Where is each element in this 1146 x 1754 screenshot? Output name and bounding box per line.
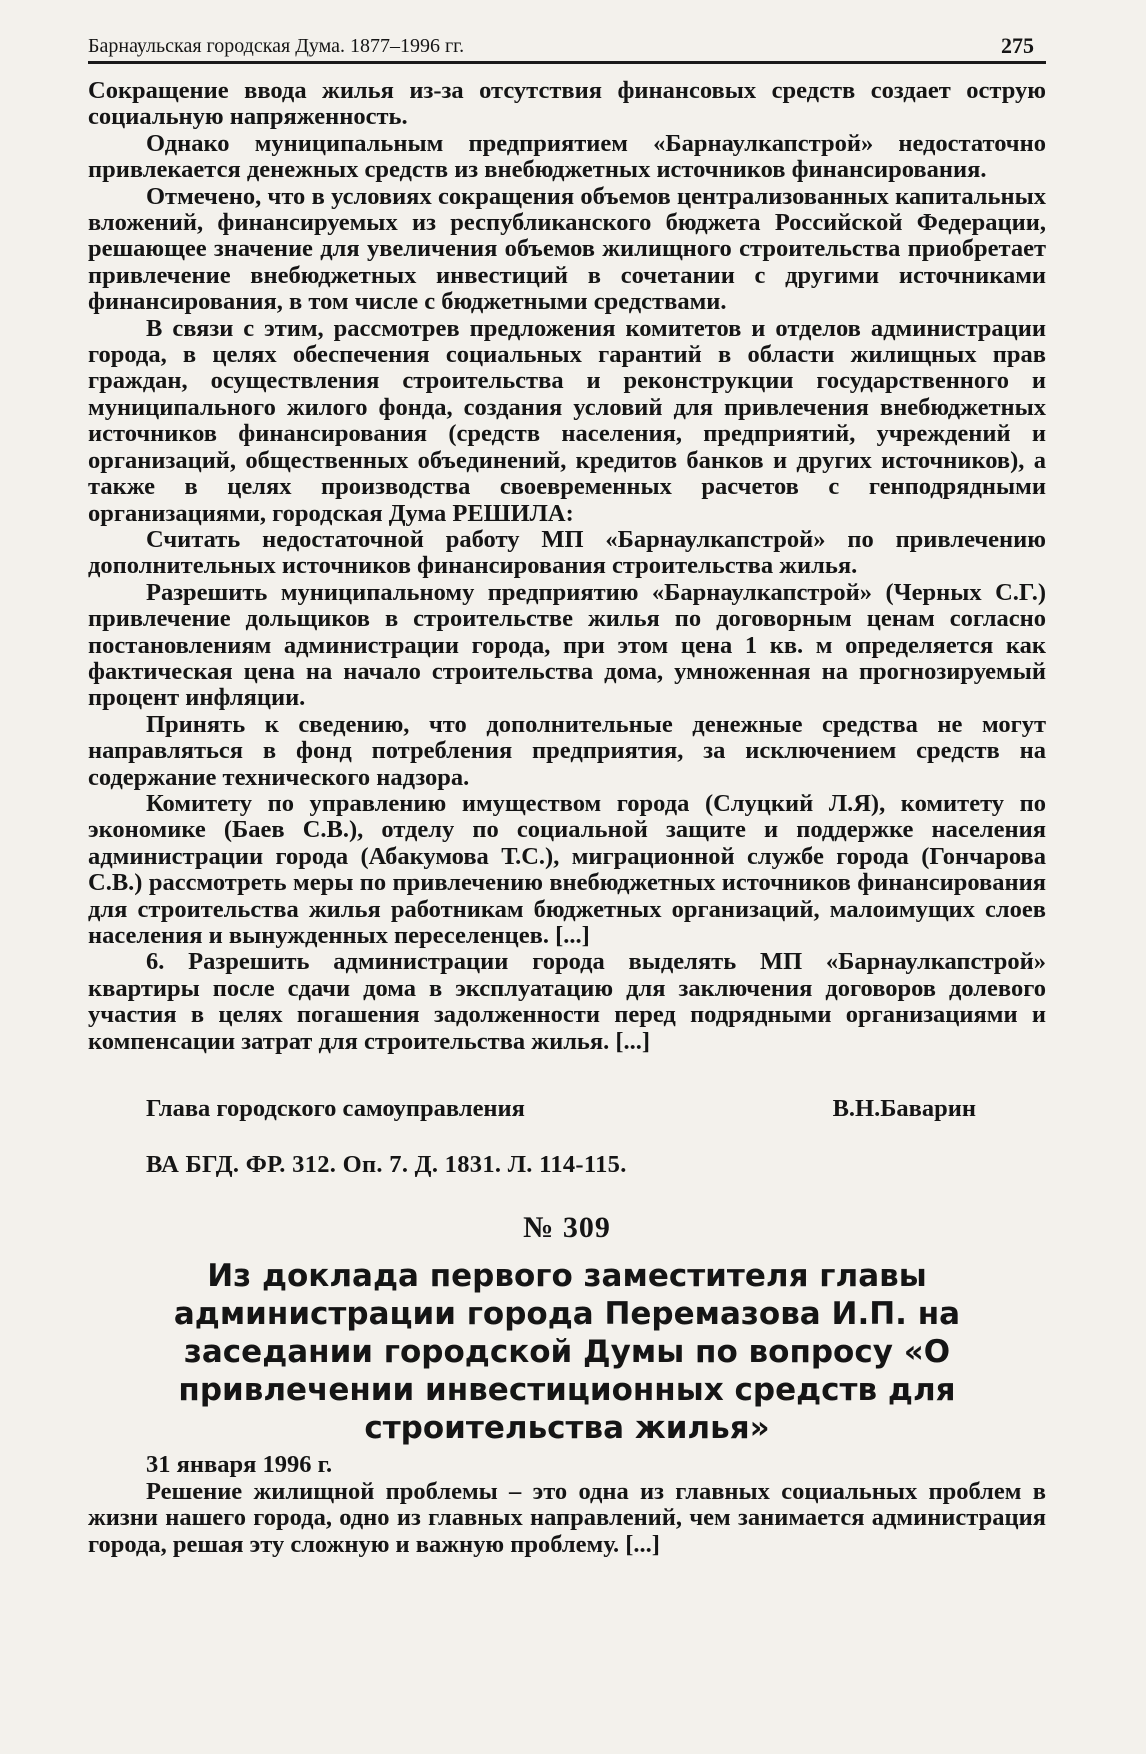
- signatory-name: В.Н.Баварин: [832, 1095, 976, 1123]
- signature-line: [88, 1095, 1046, 1123]
- paragraph: Отмечено, что в условиях сокращения объемов централизованных капитальных вложений, финансируемых из республиканского бюджета Российской Федерации, решающее значение для увеличения объемов жилищного строительства приобретает привлечение внебюджетных инвестиций в сочетании с другими источниками финансирования, в том числе с бюджетными средствами.: [88, 182, 1046, 316]
- paragraph: В связи с этим, рассмотрев предложения комитетов и отделов администрации города, в целях обеспечения социальных гарантий в области жилищных прав граждан, осуществления строительства и реконструкции государственного и муниципального жилого фонда, создания условий для привлечения внебюджетных источников финансирования (средств населения, предприятий, учреждений и организаций, общественных объединений, кредитов банков и других источников), а также в целях производства своевременных расчетов с генподрядными организациями, городская Дума РЕШИЛА:: [88, 314, 1046, 527]
- paragraph: Считать недостаточной работу МП «Барнаулкапстрой» по привлечению дополнительных источников финансирования строительства жилья.: [88, 525, 1046, 580]
- paragraph: 6. Разрешить администрации города выделять МП «Барнаулкапстрой» квартиры после сдачи дома в эксплуатацию для заключения договоров долевого участия в целях погашения задолженности перед подрядными организациями и компенсации затрат для строительства жилья. [...]: [88, 948, 1046, 1055]
- document-title: Из доклада первого заместителя главы администрации города Перемазова И.П. на заседании городской Думы по вопросу «О привлечении инвестиционных средств для строительства жилья»: [173, 1258, 961, 1447]
- running-header: [88, 34, 1046, 64]
- paragraph: Разрешить муниципальному предприятию «Барнаулкапстрой» (Черных С.Г.) привлечение дольщиков в строительстве жилья по договорным ценам согласно постановлениям администрации города, при этом цена 1 кв. м определяется как фактическая цена на начало строительства дома, умноженная на прогнозируемый процент инфляции.: [88, 578, 1046, 712]
- paragraph: Сокращение ввода жилья из-за отсутствия финансовых средств создает острую социальную напряженность.: [88, 77, 1046, 131]
- page-number: 275: [1001, 33, 1034, 58]
- archive-reference: ВА БГД. ФР. 312. Оп. 7. Д. 1831. Л. 114-115.: [146, 1151, 627, 1179]
- paragraph: Однако муниципальным предприятием «Барнаулкапстрой» недостаточно привлекается денежных средств из внебюджетных источников финансирования.: [88, 129, 1046, 184]
- running-title: Барнаульская городская Дума. 1877–1996 гг.: [88, 35, 465, 57]
- document-number: № 309: [523, 1211, 611, 1245]
- signatory-position: Глава городского самоуправления: [146, 1095, 525, 1123]
- decision-text: [88, 78, 1046, 1055]
- report-excerpt: Решение жилищной проблемы – это одна из главных социальных проблем в жизни нашего города, одно из главных направлений, чем занимается администрация города, решая эту сложную и важную проблему. [...]: [88, 1478, 1046, 1558]
- document-date: 31 января 1996 г.: [146, 1451, 333, 1479]
- paragraph: Принять к сведению, что дополнительные денежные средства не могут направляться в фонд потребления предприятия, за исключением средств на содержание технического надзора.: [88, 710, 1046, 791]
- document-page: [88, 34, 1046, 1558]
- paragraph: Комитету по управлению имуществом города (Слуцкий Л.Я), комитету по экономике (Баев С.В.), отделу по социальной защите и поддержке населения администрации города (Абакумова Т.С.), миграционной службе города (Гончарова С.В.) рассмотреть меры по привлечению внебюджетных источников финансирования для строительства жилья работникам бюджетных организаций, малоимущих слоев населения и вынужденных переселенцев. [...]: [88, 789, 1046, 949]
